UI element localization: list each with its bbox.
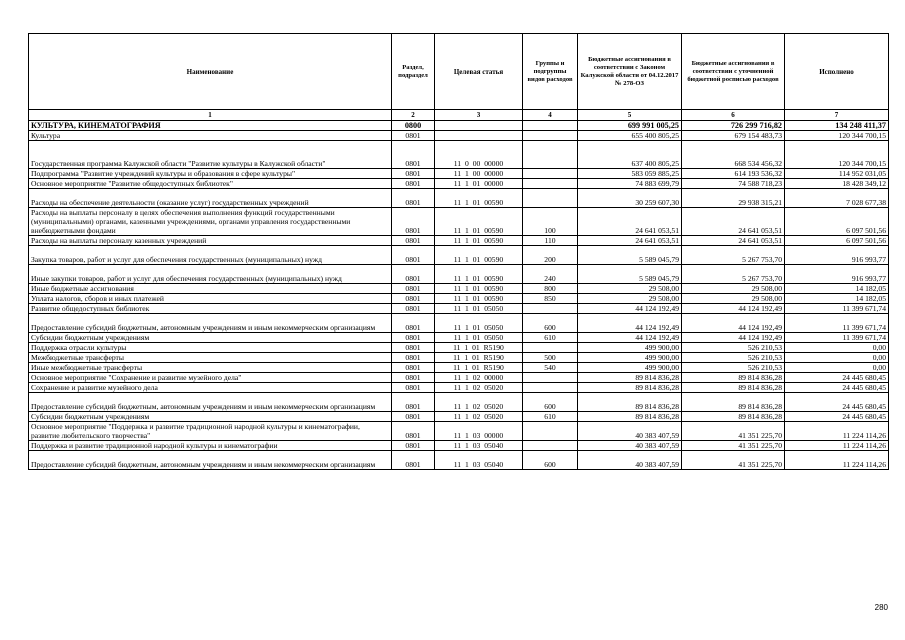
row-target: 11 1 02 05020 (435, 412, 523, 422)
table-row (29, 451, 889, 470)
row-vid: 240 (523, 265, 578, 284)
row-razdel: 0800 (392, 121, 435, 131)
column-number: 3 (435, 110, 523, 121)
row-value-executed: 0,00 (785, 343, 889, 353)
row-value-law: 5 589 045,79 (578, 265, 682, 284)
row-value-executed: 14 182,05 (785, 294, 889, 304)
header-v7: Исполнено (785, 34, 889, 110)
row-razdel: 0801 (392, 169, 435, 179)
row-value-plan: 726 299 716,82 (682, 121, 785, 131)
row-target: 11 1 03 05040 (435, 451, 523, 470)
row-name: Развитие общедоступных библиотек (29, 304, 392, 314)
row-value-plan: 5 267 753,70 (682, 265, 785, 284)
row-value-plan: 89 814 836,28 (682, 373, 785, 383)
row-name: Расходы на обеспечение деятельности (оказание услуг) государственных учреждений (29, 189, 392, 208)
row-vid: 100 (523, 208, 578, 236)
row-vid: 600 (523, 451, 578, 470)
row-target: 11 0 00 00000 (435, 141, 523, 169)
row-name: Сохранение и развитие музейного дела (29, 383, 392, 393)
row-vid: 610 (523, 333, 578, 343)
row-vid (523, 373, 578, 383)
table-row (29, 422, 889, 441)
row-value-executed: 18 428 349,12 (785, 179, 889, 189)
row-target: 11 1 01 R5190 (435, 363, 523, 373)
row-value-law: 29 508,00 (578, 284, 682, 294)
row-value-executed: 916 993,77 (785, 246, 889, 265)
row-name: Уплата налогов, сборов и иных платежей (29, 294, 392, 304)
row-value-law: 89 814 836,28 (578, 383, 682, 393)
header-v6: Бюджетные ассигнования в соответствии с уточненной бюджетной росписью расходов (682, 34, 785, 110)
row-target: 11 1 01 00590 (435, 294, 523, 304)
row-value-law: 699 991 005,25 (578, 121, 682, 131)
row-value-law: 499 900,00 (578, 363, 682, 373)
row-value-law: 583 059 885,25 (578, 169, 682, 179)
row-name: КУЛЬТУРА, КИНЕМАТОГРАФИЯ (29, 121, 392, 131)
header-razdel: Раздел, подраздел (392, 34, 435, 110)
row-razdel: 0801 (392, 236, 435, 246)
table-row (29, 121, 889, 131)
row-razdel: 0801 (392, 208, 435, 236)
row-razdel: 0801 (392, 265, 435, 284)
row-vid: 500 (523, 353, 578, 363)
table-row (29, 373, 889, 383)
row-target: 11 1 03 05040 (435, 441, 523, 451)
row-vid: 600 (523, 314, 578, 333)
row-value-executed: 120 344 700,15 (785, 141, 889, 169)
table-row (29, 314, 889, 333)
row-target: 11 1 03 00000 (435, 422, 523, 441)
row-value-plan: 29 508,00 (682, 284, 785, 294)
row-razdel: 0801 (392, 304, 435, 314)
row-razdel: 0801 (392, 451, 435, 470)
table-row (29, 383, 889, 393)
row-name: Подпрограмма "Развитие учреждений культуры и образования в сфере культуры" (29, 169, 392, 179)
table-row (29, 393, 889, 412)
header-v5: Бюджетные ассигнования в соответствии с Законом Калужской области от 04.12.2017 № 278-ОЗ (578, 34, 682, 110)
row-vid (523, 179, 578, 189)
row-value-plan: 41 351 225,70 (682, 451, 785, 470)
row-value-plan: 89 814 836,28 (682, 383, 785, 393)
row-value-executed: 0,00 (785, 363, 889, 373)
row-value-law: 44 124 192,49 (578, 333, 682, 343)
row-vid: 800 (523, 284, 578, 294)
row-name: Расходы на выплаты персоналу казенных учреждений (29, 236, 392, 246)
row-value-plan: 41 351 225,70 (682, 441, 785, 451)
row-value-executed: 0,00 (785, 353, 889, 363)
row-razdel: 0801 (392, 314, 435, 333)
row-name: Предоставление субсидий бюджетным, автономным учреждениям и иным некоммерческим организациям (29, 314, 392, 333)
row-value-law: 44 124 192,49 (578, 304, 682, 314)
row-vid (523, 141, 578, 169)
row-value-plan: 526 210,53 (682, 353, 785, 363)
row-value-law: 499 900,00 (578, 353, 682, 363)
row-razdel: 0801 (392, 412, 435, 422)
row-value-law: 24 641 053,51 (578, 208, 682, 236)
table-row (29, 441, 889, 451)
row-target: 11 1 02 05020 (435, 383, 523, 393)
row-vid: 610 (523, 412, 578, 422)
row-value-plan: 89 814 836,28 (682, 412, 785, 422)
table-row (29, 208, 889, 236)
row-razdel: 0801 (392, 383, 435, 393)
table-row (29, 294, 889, 304)
row-name: Иные межбюджетные трансферты (29, 363, 392, 373)
row-name: Поддержка и развитие традиционной народной культуры и кинематографии (29, 441, 392, 451)
table-row (29, 169, 889, 179)
row-value-executed: 24 445 680,45 (785, 383, 889, 393)
row-value-law: 89 814 836,28 (578, 393, 682, 412)
page-number: 280 (874, 603, 888, 612)
budget-table (28, 33, 889, 470)
header-name: Наименование (29, 34, 392, 110)
row-razdel: 0801 (392, 343, 435, 353)
row-value-plan: 89 814 836,28 (682, 393, 785, 412)
row-value-executed: 916 993,77 (785, 265, 889, 284)
column-number: 6 (682, 110, 785, 121)
row-target: 11 1 02 00000 (435, 373, 523, 383)
row-razdel: 0801 (392, 179, 435, 189)
row-name: Государственная программа Калужской области "Развитие культуры в Калужской области" (29, 141, 392, 169)
column-number: 4 (523, 110, 578, 121)
row-value-plan: 24 641 053,51 (682, 208, 785, 236)
row-target: 11 1 01 05050 (435, 314, 523, 333)
table-body (29, 121, 889, 470)
row-target: 11 1 01 00590 (435, 208, 523, 236)
table-row (29, 179, 889, 189)
row-razdel: 0801 (392, 131, 435, 141)
row-vid: 200 (523, 246, 578, 265)
table-row (29, 265, 889, 284)
row-target: 11 1 01 05050 (435, 333, 523, 343)
row-value-law: 40 383 407,59 (578, 451, 682, 470)
row-name: Межбюджетные трансферты (29, 353, 392, 363)
row-target: 11 1 01 00000 (435, 179, 523, 189)
row-vid (523, 343, 578, 353)
row-razdel: 0801 (392, 353, 435, 363)
row-name: Предоставление субсидий бюджетным, автономным учреждениям и иным некоммерческим организациям (29, 451, 392, 470)
row-value-law: 30 259 607,30 (578, 189, 682, 208)
row-value-plan: 44 124 192,49 (682, 314, 785, 333)
row-value-law: 44 124 192,49 (578, 314, 682, 333)
row-value-executed: 24 445 680,45 (785, 373, 889, 383)
row-value-law: 89 814 836,28 (578, 412, 682, 422)
row-value-law: 40 383 407,59 (578, 422, 682, 441)
row-value-executed: 11 224 114,26 (785, 451, 889, 470)
table-row (29, 189, 889, 208)
row-value-executed: 120 344 700,15 (785, 131, 889, 141)
row-value-law: 24 641 053,51 (578, 236, 682, 246)
row-value-law: 29 508,00 (578, 294, 682, 304)
row-value-executed: 11 224 114,26 (785, 441, 889, 451)
row-name: Основное мероприятие "Развитие общедоступных библиотек" (29, 179, 392, 189)
row-value-law: 40 383 407,59 (578, 441, 682, 451)
row-target: 11 1 01 05050 (435, 304, 523, 314)
table-row (29, 284, 889, 294)
row-target: 11 1 01 00590 (435, 189, 523, 208)
row-value-plan: 668 534 456,32 (682, 141, 785, 169)
row-target: 11 1 01 R5190 (435, 353, 523, 363)
row-value-law: 5 589 045,79 (578, 246, 682, 265)
row-value-law: 74 883 699,79 (578, 179, 682, 189)
row-razdel: 0801 (392, 373, 435, 383)
row-target: 11 1 01 00590 (435, 246, 523, 265)
row-value-plan: 526 210,53 (682, 363, 785, 373)
row-razdel: 0801 (392, 422, 435, 441)
row-razdel: 0801 (392, 393, 435, 412)
row-value-executed: 11 224 114,26 (785, 422, 889, 441)
column-number: 1 (29, 110, 392, 121)
row-value-executed: 7 028 677,38 (785, 189, 889, 208)
row-vid (523, 441, 578, 451)
row-value-plan: 5 267 753,70 (682, 246, 785, 265)
row-value-plan: 74 588 718,23 (682, 179, 785, 189)
row-vid (523, 383, 578, 393)
row-target: 11 1 00 00000 (435, 169, 523, 179)
row-value-law: 637 400 805,25 (578, 141, 682, 169)
row-razdel: 0801 (392, 363, 435, 373)
row-value-executed: 6 097 501,56 (785, 208, 889, 236)
header-vid: Группы и подгруппы видов расходов (523, 34, 578, 110)
table-row (29, 363, 889, 373)
row-target (435, 131, 523, 141)
row-value-executed: 134 248 411,37 (785, 121, 889, 131)
column-number: 7 (785, 110, 889, 121)
row-target: 11 1 01 R5190 (435, 343, 523, 353)
column-number-row (29, 110, 889, 121)
row-value-plan: 526 210,53 (682, 343, 785, 353)
row-value-executed: 11 399 671,74 (785, 314, 889, 333)
row-target: 11 1 01 00590 (435, 284, 523, 294)
row-name: Поддержка отрасли культуры (29, 343, 392, 353)
table-row (29, 304, 889, 314)
row-razdel: 0801 (392, 189, 435, 208)
row-razdel: 0801 (392, 441, 435, 451)
row-value-plan: 44 124 192,49 (682, 304, 785, 314)
row-value-plan: 29 938 315,21 (682, 189, 785, 208)
row-target: 11 1 01 00590 (435, 265, 523, 284)
table-header (29, 34, 889, 121)
row-name: Субсидии бюджетным учреждениям (29, 333, 392, 343)
column-number: 2 (392, 110, 435, 121)
row-vid (523, 131, 578, 141)
row-name: Основное мероприятие "Сохранение и развитие музейного дела" (29, 373, 392, 383)
table-row (29, 246, 889, 265)
table-row (29, 353, 889, 363)
row-name: Иные закупки товаров, работ и услуг для обеспечения государственных (муниципальных) нужд (29, 265, 392, 284)
row-vid (523, 304, 578, 314)
row-value-plan: 29 508,00 (682, 294, 785, 304)
row-value-plan: 41 351 225,70 (682, 422, 785, 441)
table-row (29, 412, 889, 422)
header-row (29, 34, 889, 110)
row-value-plan: 614 193 536,32 (682, 169, 785, 179)
row-target: 11 1 01 00590 (435, 236, 523, 246)
row-value-law: 89 814 836,28 (578, 373, 682, 383)
row-value-plan: 679 154 483,73 (682, 131, 785, 141)
table-row (29, 333, 889, 343)
row-value-executed: 24 445 680,45 (785, 393, 889, 412)
row-name: Основное мероприятие "Поддержка и развитие традиционной народной культуры и кинематографии, развитие любительского творчества" (29, 422, 392, 441)
row-value-plan: 24 641 053,51 (682, 236, 785, 246)
row-value-executed: 11 399 671,74 (785, 333, 889, 343)
row-vid: 600 (523, 393, 578, 412)
row-razdel: 0801 (392, 294, 435, 304)
row-vid (523, 189, 578, 208)
table-row (29, 141, 889, 169)
row-name: Предоставление субсидий бюджетным, автономным учреждениям и иным некоммерческим организациям (29, 393, 392, 412)
row-vid (523, 121, 578, 131)
row-target: 11 1 02 05020 (435, 393, 523, 412)
row-value-executed: 24 445 680,45 (785, 412, 889, 422)
row-razdel: 0801 (392, 284, 435, 294)
row-value-executed: 6 097 501,56 (785, 236, 889, 246)
table-row (29, 131, 889, 141)
table-row (29, 343, 889, 353)
row-name: Субсидии бюджетным учреждениям (29, 412, 392, 422)
row-razdel: 0801 (392, 333, 435, 343)
row-vid: 850 (523, 294, 578, 304)
column-number: 5 (578, 110, 682, 121)
row-value-law: 655 400 805,25 (578, 131, 682, 141)
row-target (435, 121, 523, 131)
row-value-executed: 114 952 031,05 (785, 169, 889, 179)
row-vid: 540 (523, 363, 578, 373)
header-celevaya: Целевая статья (435, 34, 523, 110)
row-value-plan: 44 124 192,49 (682, 333, 785, 343)
table-row (29, 236, 889, 246)
row-vid: 110 (523, 236, 578, 246)
row-value-executed: 11 399 671,74 (785, 304, 889, 314)
row-value-law: 499 900,00 (578, 343, 682, 353)
row-razdel: 0801 (392, 141, 435, 169)
row-name: Иные бюджетные ассигнования (29, 284, 392, 294)
row-razdel: 0801 (392, 246, 435, 265)
row-vid (523, 422, 578, 441)
row-name: Закупка товаров, работ и услуг для обеспечения государственных (муниципальных) нужд (29, 246, 392, 265)
row-value-executed: 14 182,05 (785, 284, 889, 294)
row-vid (523, 169, 578, 179)
row-name: Культура (29, 131, 392, 141)
row-name: Расходы на выплаты персоналу в целях обеспечения выполнения функций государственными (муниципальными) органами, казенными учреждениями, органами управления государственными внебюджетными фондами (29, 208, 392, 236)
